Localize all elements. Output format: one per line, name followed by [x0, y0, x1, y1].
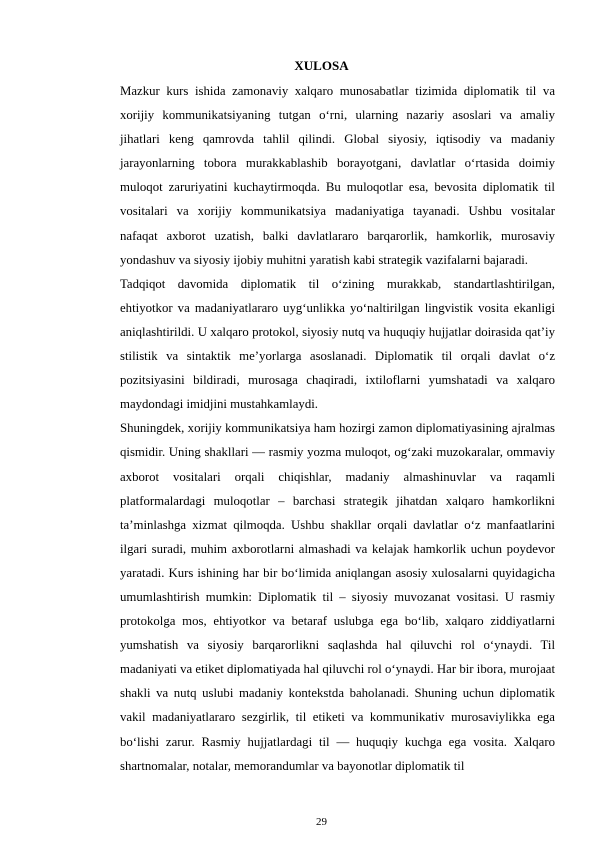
paragraph-3: Shuningdek, xorijiy kommunikatsiya ham hozirgi zamon diplomatiyasining ajralmas qismidir. Uning shakllari — rasmiy yozma muloqot, og‘zaki muzokaralar, ommaviy axborot vositalari orqali chiqishlar, madaniy almashinuvlar va raqamli platformalardagi muloqotlar – barchasi strategik jihatdan xalqaro hamkorlikni ta’minlashga xizmat qilmoqda. Ushbu shakllar orqali davlatlar o‘z manfaatlarini ilgari suradi, muhim axborotlarni almashadi va kelajak hamkorlik uchun poydevor yaratadi. Kurs ishining har bir bo‘limida aniqlangan asosiy xulosalarni quyidagicha umumlashtirish mumkin: Diplomatik til – siyosiy muvozanat vositasi. U rasmiy protokolga mos, ehtiyotkor va betaraf uslubga ega bo‘lib, xalqaro ziddiyatlarni yumshatish va siyosiy barqarorlikni saqlashda hal qiluvchi rol o‘ynaydi. Til madaniyati va etiket diplomatiyada hal qiluvchi rol o‘ynaydi. Har bir ibora, murojaat shakli va nutq uslubi madaniy kontekstda baholanadi. Shuning uchun diplomatik vakil madaniyatlararo sezgirlik, til etiketi va kommunikativ murosaviylikka ega bo‘lishi zarur. Rasmiy hujjatlardagi til — huquqiy kuchga ega vosita. Xalqaro shartnomalar, notalar, memorandumlar va bayonotlar diplomatik til	[120, 421, 555, 773]
page-title: XULOSA	[294, 58, 349, 73]
paragraph-1: Mazkur kurs ishida zamonaviy xalqaro munosabatlar tizimida diplomatik til va xorijiy kommunikatsiyaning tutgan o‘rni, ularning nazariy asoslari va amaliy jihatlari keng qamrovda tahlil qilindi. Global siyosiy, iqtisodiy va madaniy jarayonlarning tobora murakkablashib borayotgani, davlatlar o‘rtasida doimiy muloqot zaruriyatini kuchaytirmoqda. Bu muloqotlar esa, bevosita diplomatik til vositalari va xorijiy kommunikatsiya madaniyatiga tayanadi. Ushbu vositalar nafaqat axborot uzatish, balki davlatlararo barqarorlik, hamkorlik, murosaviy yondashuv va siyosiy ijobiy muhitni yaratish kabi strategik vazifalarni bajaradi.	[120, 84, 555, 267]
paragraph-2: Tadqiqot davomida diplomatik til o‘zining murakkab, standartlashtirilgan, ehtiyotkor va madaniyatlararo uyg‘unlikka yo‘naltirilgan lingvistik vosita ekanligi aniqlashtirildi. U xalqaro protokol, siyosiy nutq va huquqiy hujjatlar doirasida qat’iy stilistik va sintaktik me’yorlarga asoslanadi. Diplomatik til orqali davlat o‘z pozitsiyasini bildiradi, murosaga chaqiradi, ixtiloflarni yumshatadi va xalqaro maydondagi imidjini mustahkamlaydi.	[120, 276, 555, 412]
page-number: 29	[316, 816, 327, 828]
body-text	[120, 79, 555, 778]
